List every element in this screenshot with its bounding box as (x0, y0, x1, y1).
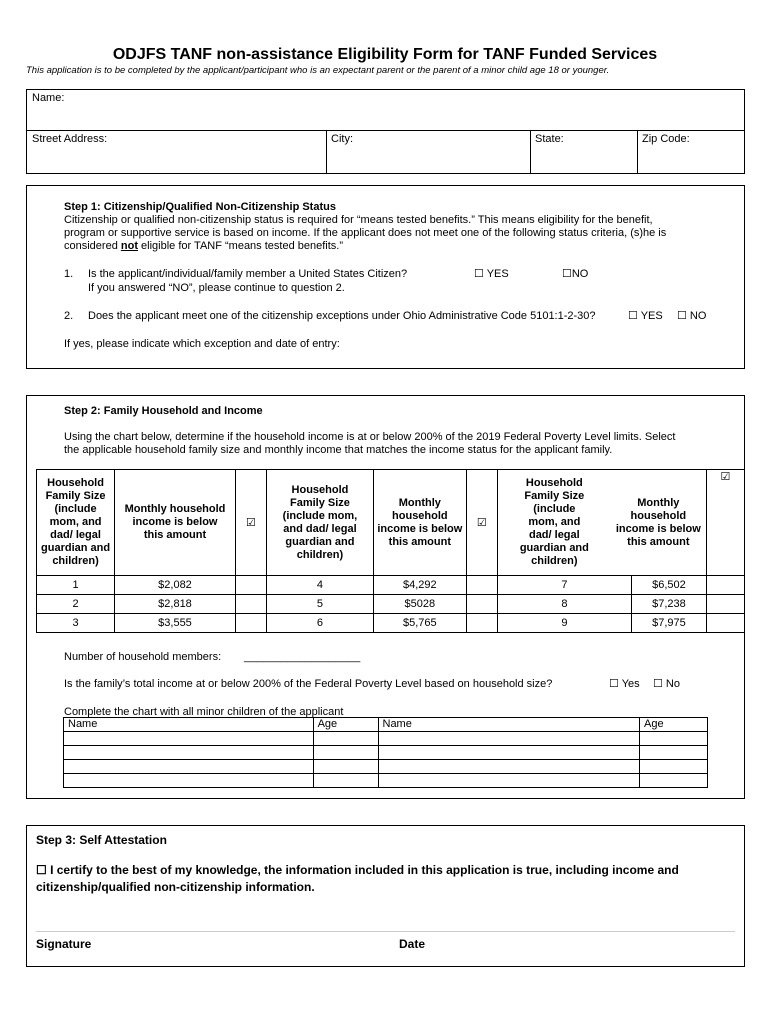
select-cell[interactable] (706, 576, 744, 595)
header-line: household (392, 509, 448, 522)
street-address-field[interactable] (27, 131, 327, 173)
header-line: income is below (377, 522, 463, 535)
header-line: mom, and (528, 516, 581, 528)
select-cell[interactable] (466, 576, 497, 595)
child-age-input[interactable] (313, 774, 378, 788)
child-name-input[interactable] (378, 760, 640, 774)
header-line: Monthly (398, 496, 441, 509)
income-chart (36, 469, 745, 633)
child-age-input[interactable] (640, 732, 708, 746)
income-question: Is the family’s total income at or below 200% of the Federal Poverty Level based on household size? (64, 678, 553, 690)
intro-text: considered (64, 240, 121, 252)
header-line: mom, and (49, 516, 102, 528)
header-line: dad/ legal (528, 529, 580, 541)
income-cell: $2,818 (115, 595, 236, 614)
q2-followup: If yes, please indicate which exception and date of entry: (64, 338, 340, 350)
select-cell[interactable] (235, 595, 266, 614)
child-name-input[interactable] (378, 746, 640, 760)
income-cell: $6,502 (632, 576, 707, 595)
income-cell: $7,975 (632, 614, 707, 633)
child-age-input[interactable] (640, 746, 708, 760)
zip-code-field[interactable] (638, 131, 744, 173)
header-line: children) (296, 548, 344, 561)
family-size-header (266, 470, 373, 576)
checkbox-icon: ☑ (720, 471, 731, 483)
income-yes-checkbox[interactable]: ☐ Yes (609, 678, 640, 690)
family-size-cell: 3 (37, 614, 115, 633)
children-chart-label: Complete the chart with all minor children of the applicant (64, 706, 344, 718)
select-cell[interactable] (706, 614, 744, 633)
family-size-cell: 6 (266, 614, 373, 633)
family-size-cell: 2 (37, 595, 115, 614)
check-header (466, 470, 497, 576)
step2-intro-line: Using the chart below, determine if the household income is at or below 200% of the 2019 Federal Poverty Level limits. Select (64, 431, 676, 443)
zip-code-label: Zip Code: (642, 133, 690, 145)
family-size-header (37, 470, 115, 576)
family-size-cell: 8 (497, 595, 631, 614)
q2-number: 2. (64, 310, 74, 322)
step3-heading: Step 3: Self Attestation (36, 833, 167, 847)
step1-intro-line: program or supportive service is based on income. If the applicant does not meet one of the following status criteria, (s)he is (64, 227, 667, 239)
header-line: Household (47, 477, 104, 489)
certify-checkbox[interactable] (36, 862, 679, 896)
household-members-input[interactable]: ___________________ (244, 651, 361, 663)
signature-line (36, 931, 735, 932)
signature-label: Signature (36, 937, 92, 951)
header-line: Family Size (45, 490, 106, 502)
check-header (235, 470, 266, 576)
step1-section (26, 185, 745, 369)
family-size-cell: 5 (266, 595, 373, 614)
header-line: (include (533, 503, 576, 515)
header-line: Household (291, 483, 349, 496)
step3-section (26, 825, 745, 967)
child-name-input[interactable] (64, 774, 314, 788)
header-line: guardian and (285, 535, 355, 548)
header-line: dad/ legal (50, 529, 101, 541)
name-field[interactable] (27, 90, 744, 130)
q1-text: Is the applicant/individual/family member a United States Citizen? (88, 268, 408, 280)
form-title: ODJFS TANF non-assistance Eligibility Form for TANF Funded Services (112, 46, 658, 63)
header-line: income is below (132, 516, 218, 528)
check-header (706, 470, 744, 576)
form-subtitle: This application is to be completed by the applicant/participant who is an expectant parent or the parent of a minor child age 18 or younger. (26, 65, 610, 76)
q2-no-checkbox[interactable]: ☐ NO (677, 310, 707, 322)
monthly-income-header (115, 470, 236, 576)
step1-intro-line: Citizenship or qualified non-citizenship status is required for “means tested benefits.” This means eligibility for the benefit, (64, 214, 653, 226)
select-cell[interactable] (235, 576, 266, 595)
header-line: this amount (143, 529, 207, 541)
header-line: guardian and (41, 542, 111, 554)
q1-number: 1. (64, 268, 74, 280)
header-line: (include (54, 503, 97, 515)
child-age-header: Age (313, 718, 378, 732)
date-label: Date (399, 937, 426, 951)
header-line: Family Size (290, 496, 350, 509)
family-size-cell: 1 (37, 576, 115, 595)
name-label: Name: (32, 92, 65, 104)
header-line: Household (525, 477, 583, 489)
header-line: Monthly household (124, 503, 226, 515)
header-line: (include mom, (282, 509, 358, 522)
state-label: State: (535, 133, 564, 145)
street-address-label: Street Address: (32, 133, 108, 145)
income-cell: $3,555 (115, 614, 236, 633)
select-cell[interactable] (235, 614, 266, 633)
header-line: Monthly (637, 496, 680, 509)
q2-text: Does the applicant meet one of the citizenship exceptions under Ohio Administrative Code 5101:1-2-30? (88, 310, 596, 322)
checkbox-icon: ☑ (476, 517, 487, 529)
header-line: guardian and (519, 542, 589, 554)
family-size-cell: 9 (497, 614, 631, 633)
step1-intro-line (64, 240, 724, 253)
intro-emphasis: not (120, 240, 138, 252)
state-field[interactable] (531, 131, 638, 173)
income-cell: $4,292 (373, 576, 466, 595)
child-name-header: Name (378, 718, 640, 732)
household-members-label: Number of household members: (64, 651, 222, 663)
step2-heading: Step 2: Family Household and Income (64, 405, 263, 417)
step2-intro-line: the applicable household family size and monthly income that matches the income status for the applicant family. (64, 444, 613, 456)
city-label: City: (331, 133, 353, 145)
child-age-input[interactable] (313, 760, 378, 774)
child-age-input[interactable] (640, 774, 708, 788)
header-line: Family Size (524, 490, 585, 502)
applicant-info-box (26, 89, 745, 174)
header-line: income is below (615, 522, 701, 535)
step2-intro (64, 431, 734, 457)
q1-no-checkbox[interactable]: ☐NO (562, 268, 589, 280)
income-no-checkbox[interactable]: ☐ No (653, 678, 680, 690)
select-cell[interactable] (706, 595, 744, 614)
certify-line: citizenship/qualified non-citizenship information. (36, 880, 315, 894)
family-size-cell: 4 (266, 576, 373, 595)
income-cell: $5028 (373, 595, 466, 614)
header-line: this amount (627, 535, 690, 548)
header-line: household (630, 509, 687, 522)
child-age-input[interactable] (640, 760, 708, 774)
income-cell: $2,082 (115, 576, 236, 595)
child-name-input[interactable] (378, 732, 640, 746)
checkbox-icon: ☑ (246, 517, 256, 529)
children-chart (63, 717, 708, 788)
certify-line: ☐ I certify to the best of my knowledge, the information included in this application is true, including income and (36, 863, 679, 877)
header-line: children) (52, 555, 99, 567)
q2-yes-checkbox[interactable]: ☐ YES (628, 310, 663, 322)
q1-followup: If you answered “NO”, please continue to question 2. (88, 282, 345, 294)
header-line: children) (531, 555, 578, 567)
monthly-income-header (373, 470, 466, 576)
q1-yes-checkbox[interactable]: ☐ YES (474, 268, 509, 280)
child-age-header: Age (640, 718, 708, 732)
child-name-input[interactable] (64, 760, 314, 774)
income-cell: $5,765 (373, 614, 466, 633)
header-line: and dad/ legal (283, 522, 357, 535)
child-name-input[interactable] (64, 746, 314, 760)
step2-section (26, 395, 745, 799)
child-age-input[interactable] (313, 746, 378, 760)
select-cell[interactable] (466, 595, 497, 614)
child-age-input[interactable] (313, 732, 378, 746)
income-cell: $7,238 (632, 595, 707, 614)
family-size-cell: 7 (497, 576, 631, 595)
family-size-income-header (497, 470, 706, 576)
child-name-input[interactable] (378, 774, 640, 788)
step1-heading: Step 1: Citizenship/Qualified Non-Citizenship Status (64, 201, 336, 213)
city-field[interactable] (327, 131, 531, 173)
intro-text: eligible for TANF “means tested benefits.” (137, 240, 343, 252)
child-name-input[interactable] (64, 732, 314, 746)
step1-intro (64, 214, 724, 253)
child-name-header: Name (64, 718, 314, 732)
header-line: this amount (388, 535, 452, 548)
select-cell[interactable] (466, 614, 497, 633)
